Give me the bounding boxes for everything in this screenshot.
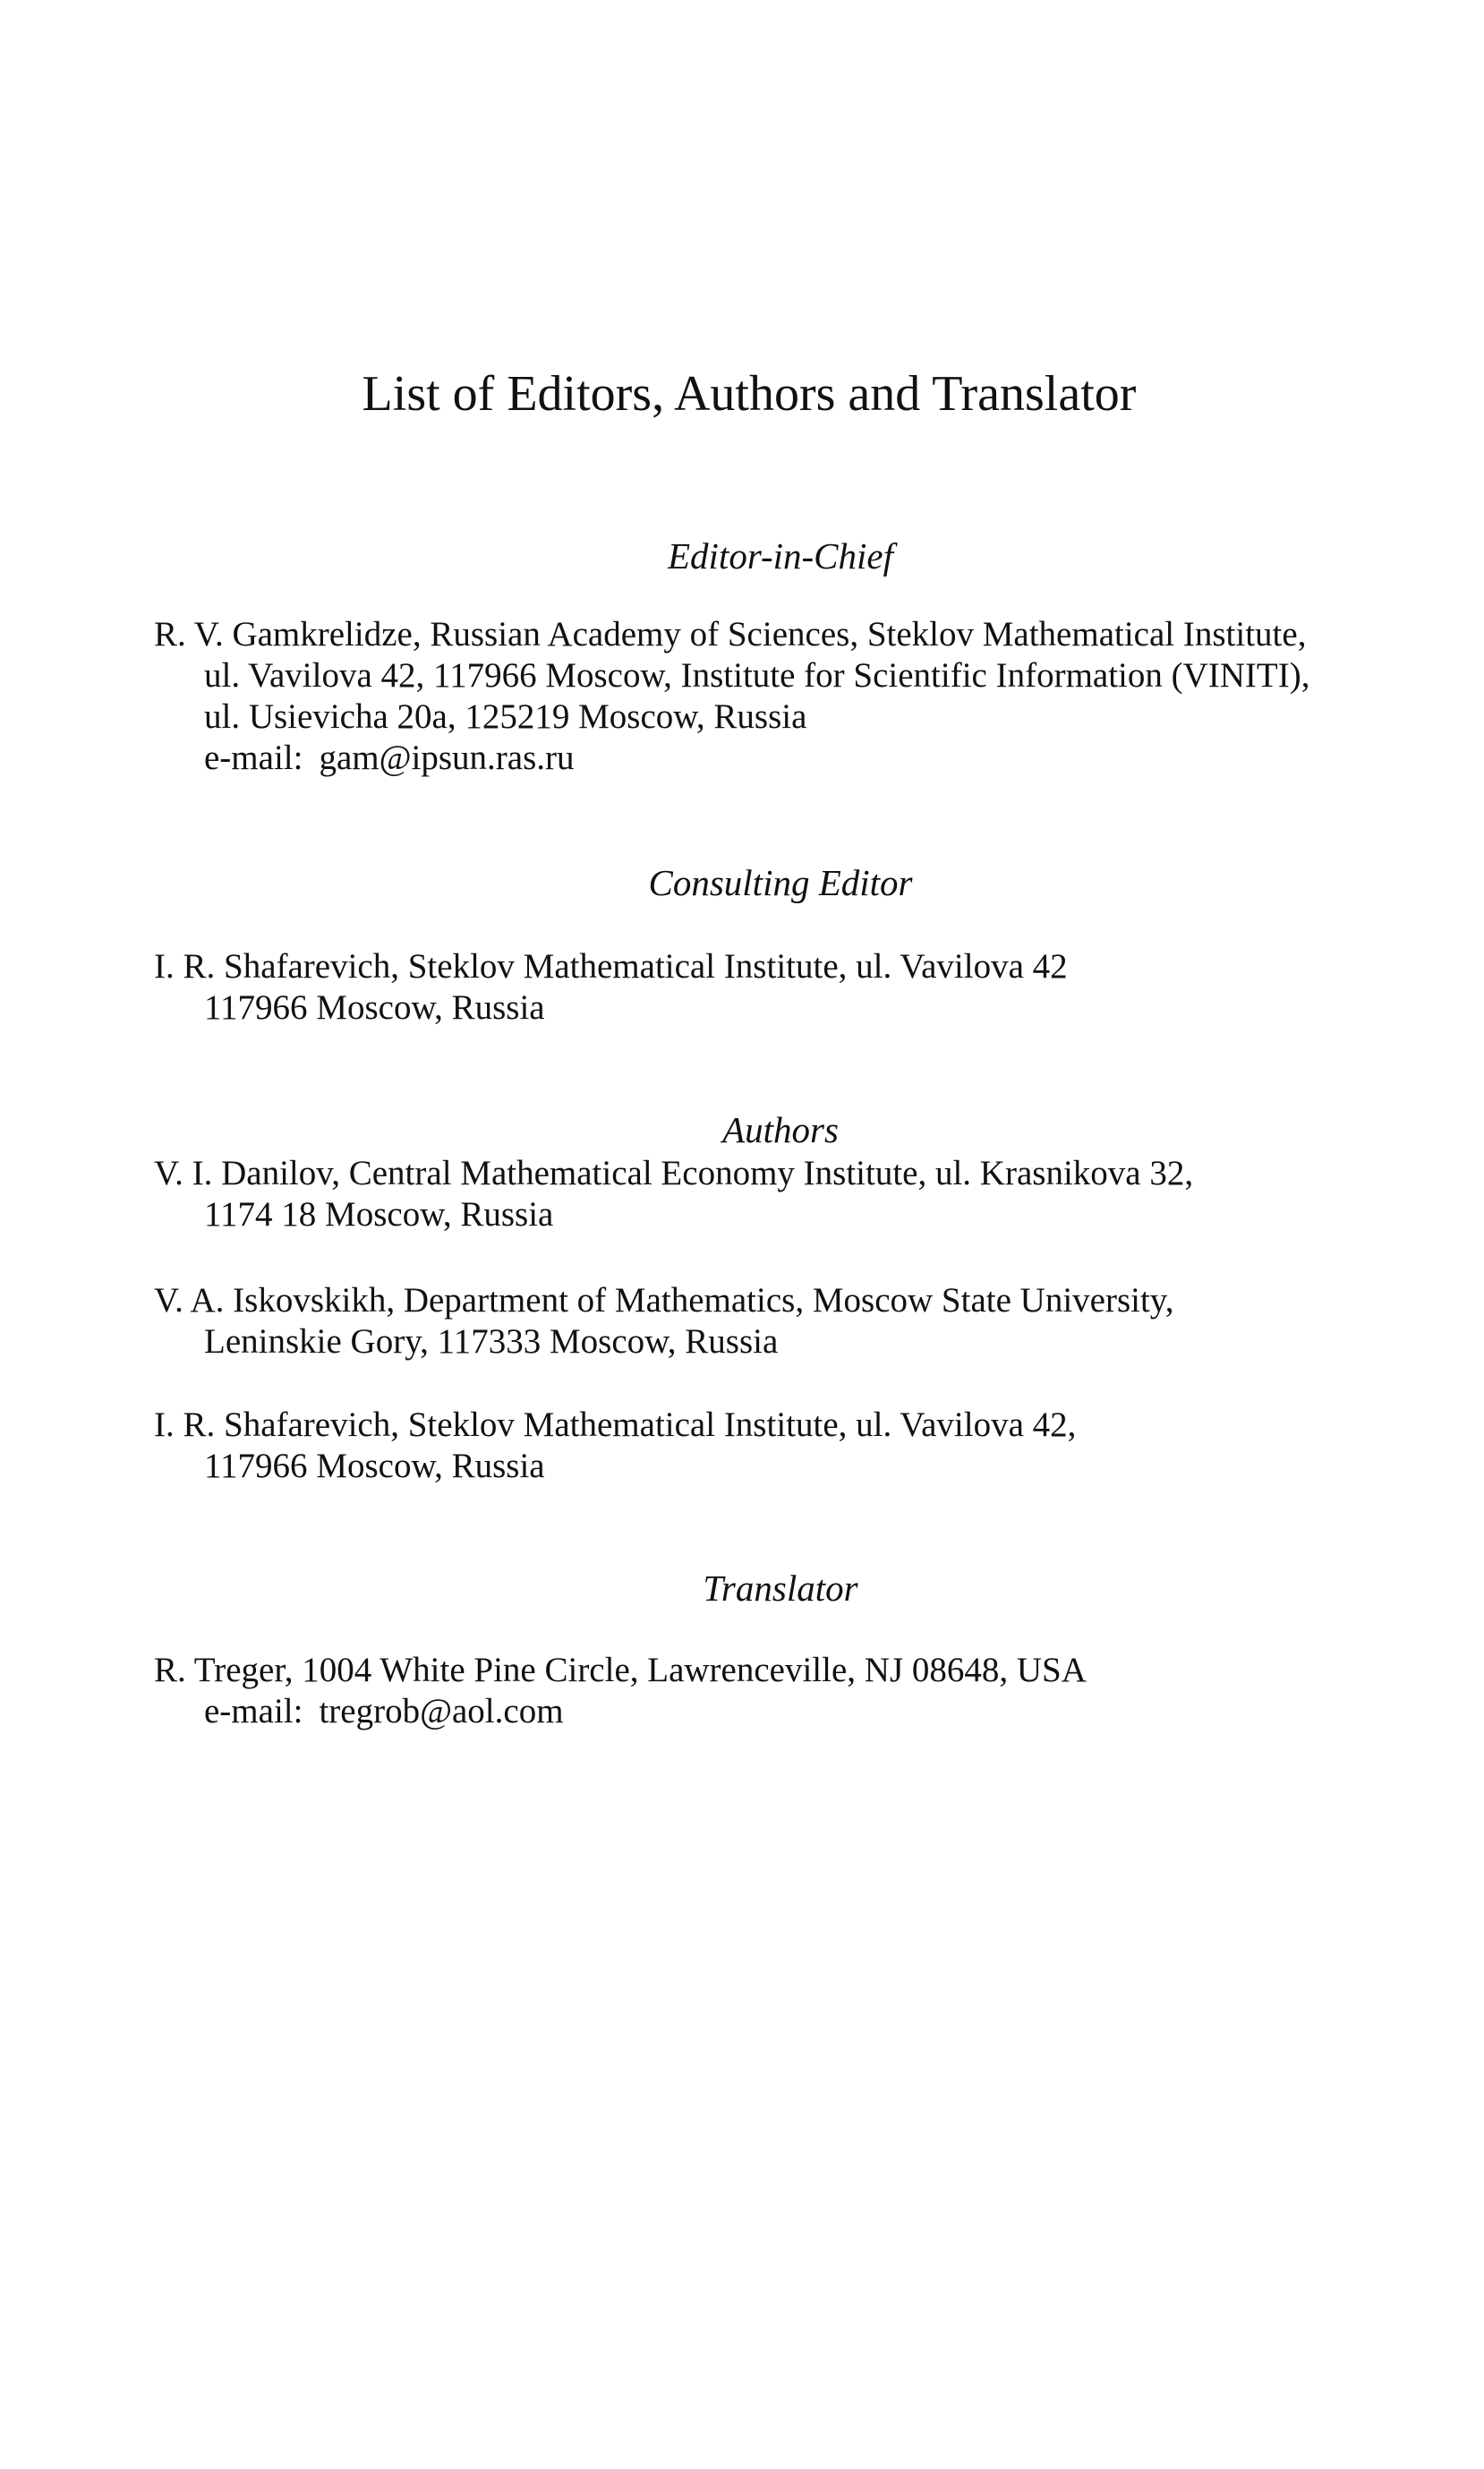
authors-heading: Authors: [722, 1109, 839, 1150]
entry-line: Leninskie Gory, 117333 Moscow, Russia: [204, 1322, 779, 1361]
entry-line: ul. Usievicha 20a, 125219 Moscow, Russia: [204, 697, 807, 736]
email-line: [154, 1691, 1443, 1732]
entry-line: V. A. Iskovskikh, Department of Mathematics, Moscow State University,: [154, 1281, 1174, 1320]
entry-line: R. V. Gamkrelidze, Russian Academy of Sciences, Steklov Mathematical Institute,: [154, 615, 1307, 654]
translator-entry: [154, 1650, 1443, 1732]
page-title: List of Editors, Authors and Translator: [362, 366, 1137, 422]
editor-in-chief-heading: Editor-in-Chief: [668, 535, 893, 577]
entry-line: R. Treger, 1004 White Pine Circle, Lawrenceville, NJ 08648, USA: [154, 1651, 1087, 1689]
consulting-editor-heading: Consulting Editor: [648, 862, 913, 903]
entry-line: I. R. Shafarevich, Steklov Mathematical Institute, ul. Vavilova 42: [154, 947, 1068, 986]
author-entry: [154, 1153, 1443, 1235]
translator-heading: Translator: [703, 1568, 858, 1609]
entry-line: 1174 18 Moscow, Russia: [204, 1195, 554, 1234]
entry-line: 117966 Moscow, Russia: [204, 988, 545, 1027]
email-label: e-mail:: [204, 739, 303, 777]
email-address: tregrob@aol.com: [319, 1692, 564, 1730]
email-line: [154, 738, 1443, 779]
entry-line: I. R. Shafarevich, Steklov Mathematical Institute, ul. Vavilova 42,: [154, 1405, 1077, 1444]
email-address: gam@ipsun.ras.ru: [319, 739, 575, 777]
entry-line: ul. Vavilova 42, 117966 Moscow, Institute for Scientific Information (VINITI),: [204, 656, 1310, 695]
entry-line: 117966 Moscow, Russia: [204, 1447, 545, 1485]
consulting-editor-entry: [154, 946, 1443, 1029]
editor-in-chief-entry: [154, 614, 1443, 779]
author-entry: [154, 1405, 1443, 1487]
entry-line: V. I. Danilov, Central Mathematical Economy Institute, ul. Krasnikova 32,: [154, 1154, 1194, 1192]
email-label: e-mail:: [204, 1692, 303, 1730]
author-entry: [154, 1280, 1443, 1363]
